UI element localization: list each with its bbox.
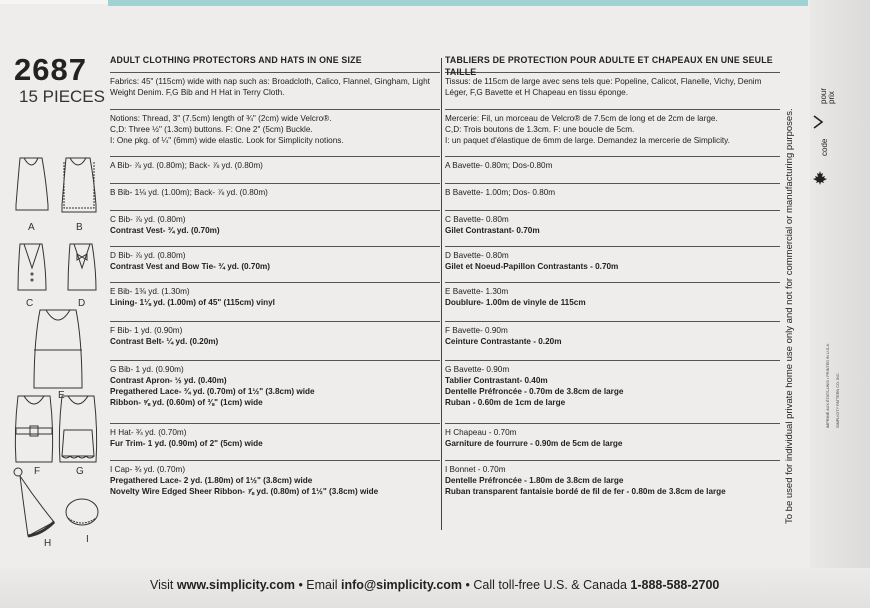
- french-view-i: [445, 460, 780, 507]
- french-view-line: F Bavette- 0.90m: [445, 326, 508, 335]
- french-view-line: Gilet et Noeud-Papillon Contrastants - 0.70m: [445, 262, 619, 271]
- french-view-line: D Bavette- 0.80m: [445, 251, 509, 260]
- french-view-line: Dentelle Préfroncée - 0.70m de 3.8cm de large: [445, 387, 624, 396]
- price-label: [820, 88, 836, 104]
- english-view-line: Contrast Apron- ½ yd. (0.40m): [110, 376, 227, 385]
- french-title: TABLIERS DE PROTECTION POUR ADULTE ET CHAPEAUX EN UNE SEULE TAILLE: [445, 55, 773, 77]
- top-edge: [0, 0, 108, 4]
- english-view-line: H Hat- ¾ yd. (0.70m): [110, 428, 187, 437]
- english-view-line: B Bib- 1⅛ yd. (1.00m); Back- ⅞ yd. (0.80m): [110, 188, 268, 197]
- english-view-line: D Bib- ⅞ yd. (0.80m): [110, 251, 186, 260]
- view-e-drawing: [34, 310, 82, 388]
- view-f-drawing: [15, 396, 52, 462]
- english-column: [110, 54, 440, 507]
- french-notions-line: I: un paquet d'élastique de 6mm de large. Demandez la mercerie de Simplicity.: [445, 136, 730, 145]
- footer-visit: Visit: [150, 578, 177, 592]
- english-view-line: Contrast Belt- ¼ yd. (0.20m): [110, 337, 219, 346]
- english-notions-line: I: One pkg. of ¼" (6mm) wide elastic. Look for Simplicity notions.: [110, 136, 344, 145]
- french-view-b: [445, 183, 780, 210]
- email-link[interactable]: info@simplicity.com: [341, 578, 463, 592]
- french-notions-line: C,D: Trois boutons de 1.3cm. F: une boucle de 5cm.: [445, 125, 635, 134]
- french-view-line: Dentelle Préfroncée - 1.80m de 3.8cm de large: [445, 476, 624, 485]
- english-view-line: Pregathered Lace- 2 yd. (1.80m) of 1½" (3.8cm) wide: [110, 476, 313, 485]
- view-drawings: [6, 150, 106, 550]
- footer-call: • Call toll-free U.S. & Canada: [462, 578, 631, 592]
- color-strip: [108, 0, 808, 6]
- french-view-line: Gilet Contrastant- 0.70m: [445, 226, 540, 235]
- view-d-drawing: [68, 244, 96, 290]
- english-view-line: Pregathered Lace- ¾ yd. (0.70m) of 1½" (3.8cm) wide: [110, 387, 315, 396]
- english-view-h: [110, 423, 440, 460]
- english-notions-line: Notions: Thread, 3" (7.5cm) length of ¾" (2cm) wide Velcro®.: [110, 114, 332, 123]
- french-view-line: A Bavette- 0.80m; Dos-0.80m: [445, 161, 553, 170]
- french-notions-line: Mercerie: Fil, un morceau de Velcro® de 7.5cm de long et de 2cm de large.: [445, 114, 718, 123]
- french-view-line: Garniture de fourrure - 0.90m de 5cm de large: [445, 439, 623, 448]
- prix-text: prix: [827, 91, 836, 104]
- code-text: code: [820, 138, 829, 156]
- french-view-d: [445, 246, 780, 282]
- website-link[interactable]: www.simplicity.com: [176, 578, 295, 592]
- english-view-line: Novelty Wire Edged Sheer Ribbon- ⅞ yd. (0.80m) of 1½" (3.8cm) wide: [110, 487, 379, 496]
- french-view-line: I Bonnet - 0.70m: [445, 465, 506, 474]
- column-divider: [441, 58, 442, 530]
- french-column: [445, 54, 780, 507]
- english-notions: [110, 109, 440, 156]
- english-view-e: [110, 282, 440, 321]
- french-view-e: [445, 282, 780, 321]
- french-view-line: E Bavette- 1.30m: [445, 287, 509, 296]
- english-view-line: Lining- 1⅛ yd. (1.00m) of 45" (115cm) vinyl: [110, 298, 275, 307]
- view-label-g: G: [76, 466, 84, 477]
- english-view-line: C Bib- ⅞ yd. (0.80m): [110, 215, 186, 224]
- french-view-line: Doublure- 1.00m de vinyle de 115cm: [445, 298, 586, 307]
- english-view-i: [110, 460, 440, 507]
- french-view-c: [445, 210, 780, 246]
- english-notions-line: C,D: Three ½" (1.3cm) buttons. F: One 2" (5cm) Buckle.: [110, 125, 313, 134]
- pour-text: pour: [819, 87, 828, 104]
- english-fabrics-text: Fabrics: 45" (115cm) wide with nap such as: Broadcloth, Calico, Flannel, Gingham, Light Weight Denim. F,G Bib and H Hat in Terry Cloth.: [110, 77, 430, 97]
- usage-disclaimer: To be used for individual private home use only and not for commercial or manufacturing purposes.: [784, 108, 795, 524]
- english-view-b: [110, 183, 440, 210]
- view-g-drawing: [59, 396, 96, 462]
- view-label-c: C: [26, 298, 34, 309]
- view-b-drawing: [62, 158, 96, 212]
- english-view-line: F Bib- 1 yd. (0.90m): [110, 326, 183, 335]
- english-view-line: I Cap- ¾ yd. (0.70m): [110, 465, 186, 474]
- french-view-a: [445, 156, 780, 183]
- english-view-f: [110, 321, 440, 360]
- view-label-i: I: [86, 534, 89, 545]
- view-label-a: A: [28, 222, 35, 233]
- french-view-line: Ceinture Contrastante - 0.20m: [445, 337, 562, 346]
- price-bracket-icon: [812, 114, 826, 130]
- english-view-line: Ribbon- ⅝ yd. (0.60m) of ⅜" (1cm) wide: [110, 398, 263, 407]
- french-view-line: G Bavette- 0.90m: [445, 365, 510, 374]
- english-view-a: [110, 156, 440, 183]
- english-view-d: [110, 246, 440, 282]
- french-view-h: [445, 423, 780, 460]
- maple-leaf-icon: [812, 170, 828, 186]
- french-view-line: B Bavette- 1.00m; Dos- 0.80m: [445, 188, 556, 197]
- french-view-line: H Chapeau - 0.70m: [445, 428, 517, 437]
- view-i-drawing: [66, 499, 98, 525]
- view-label-d: D: [78, 298, 86, 309]
- french-view-line: Tablier Contrastant- 0.40m: [445, 376, 548, 385]
- english-title: ADULT CLOTHING PROTECTORS AND HATS IN ONE SIZE: [110, 55, 362, 65]
- english-view-line: A Bib- ⅞ yd. (0.80m); Back- ⅞ yd. (0.80m): [110, 161, 263, 170]
- view-label-h: H: [44, 538, 52, 549]
- view-label-e: E: [58, 390, 65, 401]
- fine-print: SIMPLICITY PATTERN CO. INC.: [836, 372, 840, 428]
- french-view-line: Ruban transparent fantaisie bordé de fil de fer - 0.80m de 3.8cm de large: [445, 487, 726, 496]
- view-label-b: B: [76, 222, 83, 233]
- english-view-line: Fur Trim- 1 yd. (0.90m) of 2" (5cm) wide: [110, 439, 263, 448]
- french-view-f: [445, 321, 780, 360]
- view-h-drawing: [14, 468, 54, 536]
- english-view-line: Contrast Vest and Bow Tie- ¾ yd. (0.70m): [110, 262, 270, 271]
- view-label-f: F: [34, 466, 41, 477]
- pattern-number: 2687: [14, 52, 87, 87]
- phone-number: 1-888-588-2700: [630, 578, 720, 592]
- piece-count: 15 PIECES: [19, 87, 105, 106]
- french-view-line: C Bavette- 0.80m: [445, 215, 509, 224]
- view-a-drawing: [16, 158, 48, 210]
- french-view-g: [445, 360, 780, 423]
- footer-email-label: • Email: [294, 578, 342, 592]
- view-c-drawing: [18, 244, 46, 290]
- french-notions: [445, 109, 780, 156]
- fine-print: IMPRIMÉ AUX ÉTATS-UNIS • PRINTED IN U.S.A.: [826, 343, 830, 428]
- french-fabrics: [445, 72, 780, 109]
- english-view-line: G Bib- 1 yd. (0.90m): [110, 365, 184, 374]
- english-view-c: [110, 210, 440, 246]
- french-view-line: Ruban - 0.60m de 1cm de large: [445, 398, 566, 407]
- english-view-line: E Bib- 1⅜ yd. (1.30m): [110, 287, 190, 296]
- contact-footer: [150, 578, 719, 592]
- english-view-g: [110, 360, 440, 423]
- english-view-line: Contrast Vest- ¾ yd. (0.70m): [110, 226, 220, 235]
- english-fabrics: [110, 72, 440, 109]
- french-fabrics-text: Tissus: de 115cm de large avec sens tels que: Popeline, Calicot, Flanelle, Vichy, Denim Léger, F,G Bavette et H Chapeau en tissu éponge.: [445, 77, 762, 97]
